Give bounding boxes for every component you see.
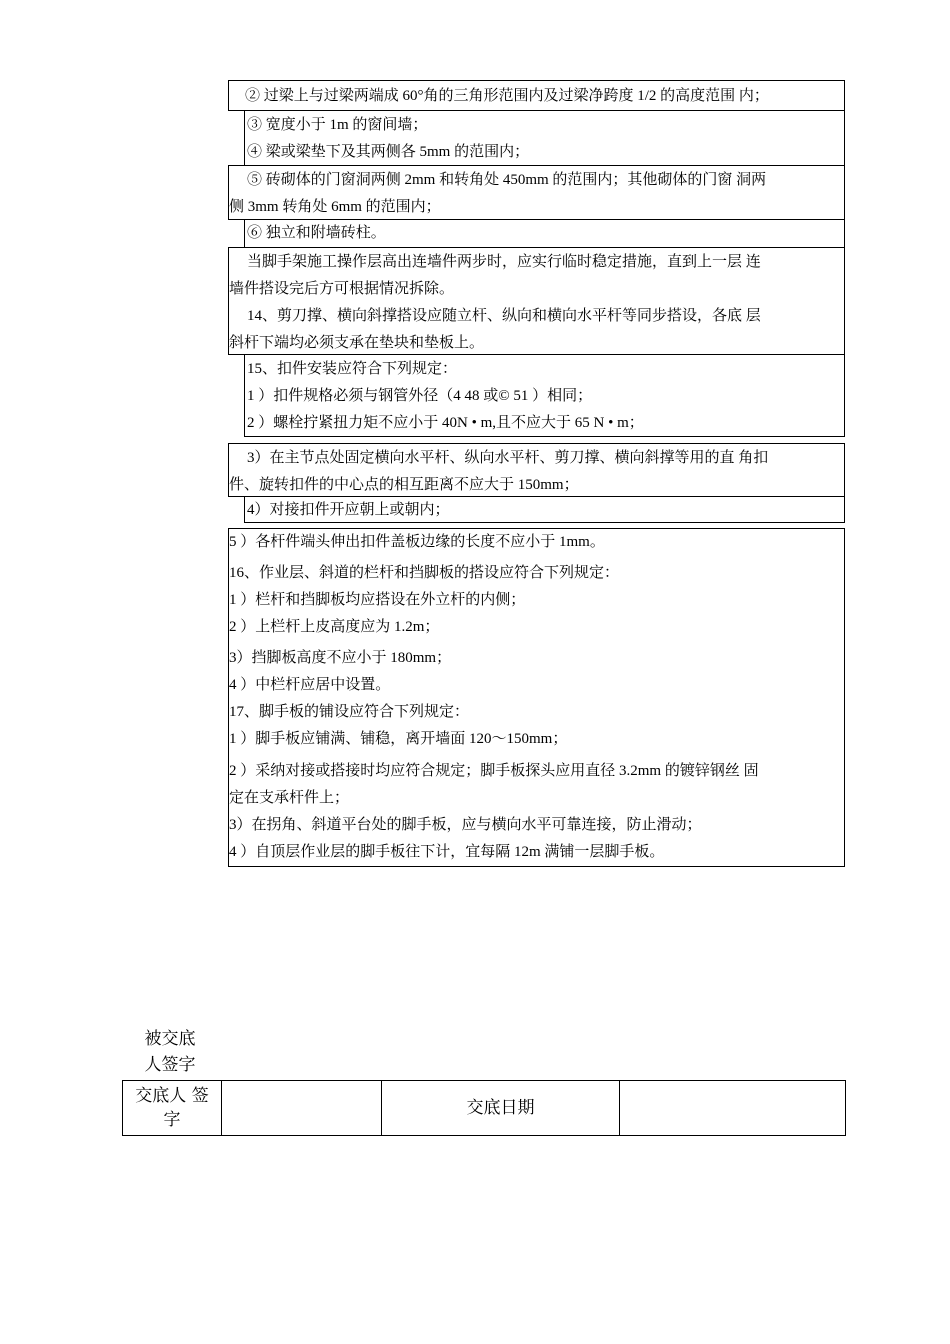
clause-line: 定在支承杆件上； xyxy=(229,790,350,806)
clause-line: 4 ）中栏杆应居中设置。 xyxy=(229,677,391,693)
giver-signature-label xyxy=(123,1081,222,1136)
clause-line: 17、脚手板的铺设应符合下列规定： xyxy=(229,704,470,720)
receiver-label-line-1: 被交底 xyxy=(144,1029,196,1049)
clause-block-3 xyxy=(228,165,845,220)
clause-block-6 xyxy=(244,354,845,437)
clause-line: 5 ）各杆件端头伸出扣件盖板边缘的长度不应小于 1mm。 xyxy=(229,534,605,550)
date-label: 交底日期 xyxy=(382,1081,620,1136)
clause-block-5 xyxy=(228,247,845,355)
clause-line: 件、旋转扣件的中心点的相互距离不应大于 150mm； xyxy=(229,477,579,493)
clause-line: 3）在拐角、斜道平台处的脚手板，应与横向水平可靠连接，防止滑动； xyxy=(229,817,702,833)
signature-table xyxy=(122,1080,846,1136)
clause-line: ⑥ 独立和附墙砖柱。 xyxy=(247,225,386,241)
clause-block-7 xyxy=(228,443,845,497)
clause-line: 3）挡脚板高度不应小于 180mm； xyxy=(229,650,452,666)
clause-line: 墙件搭设完后方可根据情况拆除。 xyxy=(229,281,455,297)
clause-line: 2 ）螺栓拧紧扭力矩不应小于 40N • m,且不应大于 65 N • m； xyxy=(247,415,644,431)
clause-line: 16、作业层、斜道的栏杆和挡脚板的搭设应符合下列规定： xyxy=(229,565,620,581)
giver-label-line-1: 交底人 签 xyxy=(135,1086,209,1106)
clause-line: 2 ）上栏杆上皮高度应为 1.2m； xyxy=(229,619,440,635)
date-field[interactable] xyxy=(620,1081,846,1136)
clause-block-9 xyxy=(228,528,845,867)
clause-line: 1 ）扣件规格必须与钢管外径（4 48 或© 51 ）相同； xyxy=(247,388,593,404)
clause-line: 14、剪刀撑、横向斜撑搭设应随立杆、纵向和横向水平杆等同步搭设，各底 层 xyxy=(247,308,761,324)
clause-line: ⑤ 砖砌体的门窗洞两侧 2mm 和转角处 450mm 的范围内；其他砌体的门窗 洞两 xyxy=(247,172,767,188)
clause-block-4 xyxy=(244,219,845,248)
clause-line: 1 ）脚手板应铺满、铺稳，离开墙面 120〜150mm； xyxy=(229,731,568,747)
giver-signature-field[interactable] xyxy=(222,1081,382,1136)
clause-block-8 xyxy=(244,496,845,523)
clause-line: ② 过梁上与过梁两端成 60°角的三角形范围内及过梁净跨度 1/2 的高度范围 内； xyxy=(245,88,769,104)
clause-line: 15、扣件安装应符合下列规定： xyxy=(247,361,458,377)
giver-label-line-2: 字 xyxy=(163,1110,181,1130)
receiver-signature-label xyxy=(134,1026,206,1078)
receiver-label-line-2: 人签字 xyxy=(144,1055,196,1075)
clause-line: 2 ）采纳对接或搭接时均应符合规定；脚手板探头应用直径 3.2mm 的镀锌钢丝 固 xyxy=(229,763,759,779)
clause-line: 3）在主节点处固定横向水平杆、纵向水平杆、剪刀撑、横向斜撑等用的直 角扣 xyxy=(247,450,769,466)
clause-line: 侧 3mm 转角处 6mm 的范围内； xyxy=(229,199,441,215)
clause-line: 斜杆下端均必须支承在垫块和垫板上。 xyxy=(229,335,485,351)
clause-block-1 xyxy=(228,80,845,111)
clause-line: 4 ）自顶层作业层的脚手板往下计，宜每隔 12m 满铺一层脚手板。 xyxy=(229,844,665,860)
clause-line: 4）对接扣件开应朝上或朝内； xyxy=(247,502,450,518)
clause-line: 1 ）栏杆和挡脚板均应搭设在外立杆的内侧； xyxy=(229,592,526,608)
clause-line: 当脚手架施工操作层高出连墙件两步时，应实行临时稳定措施，直到上一层 连 xyxy=(247,254,761,270)
clause-line: ③ 宽度小于 1m 的窗间墙； xyxy=(247,117,428,133)
clause-line: ④ 梁或梁垫下及其两侧各 5mm 的范围内； xyxy=(247,144,530,160)
clause-block-2 xyxy=(244,110,845,166)
